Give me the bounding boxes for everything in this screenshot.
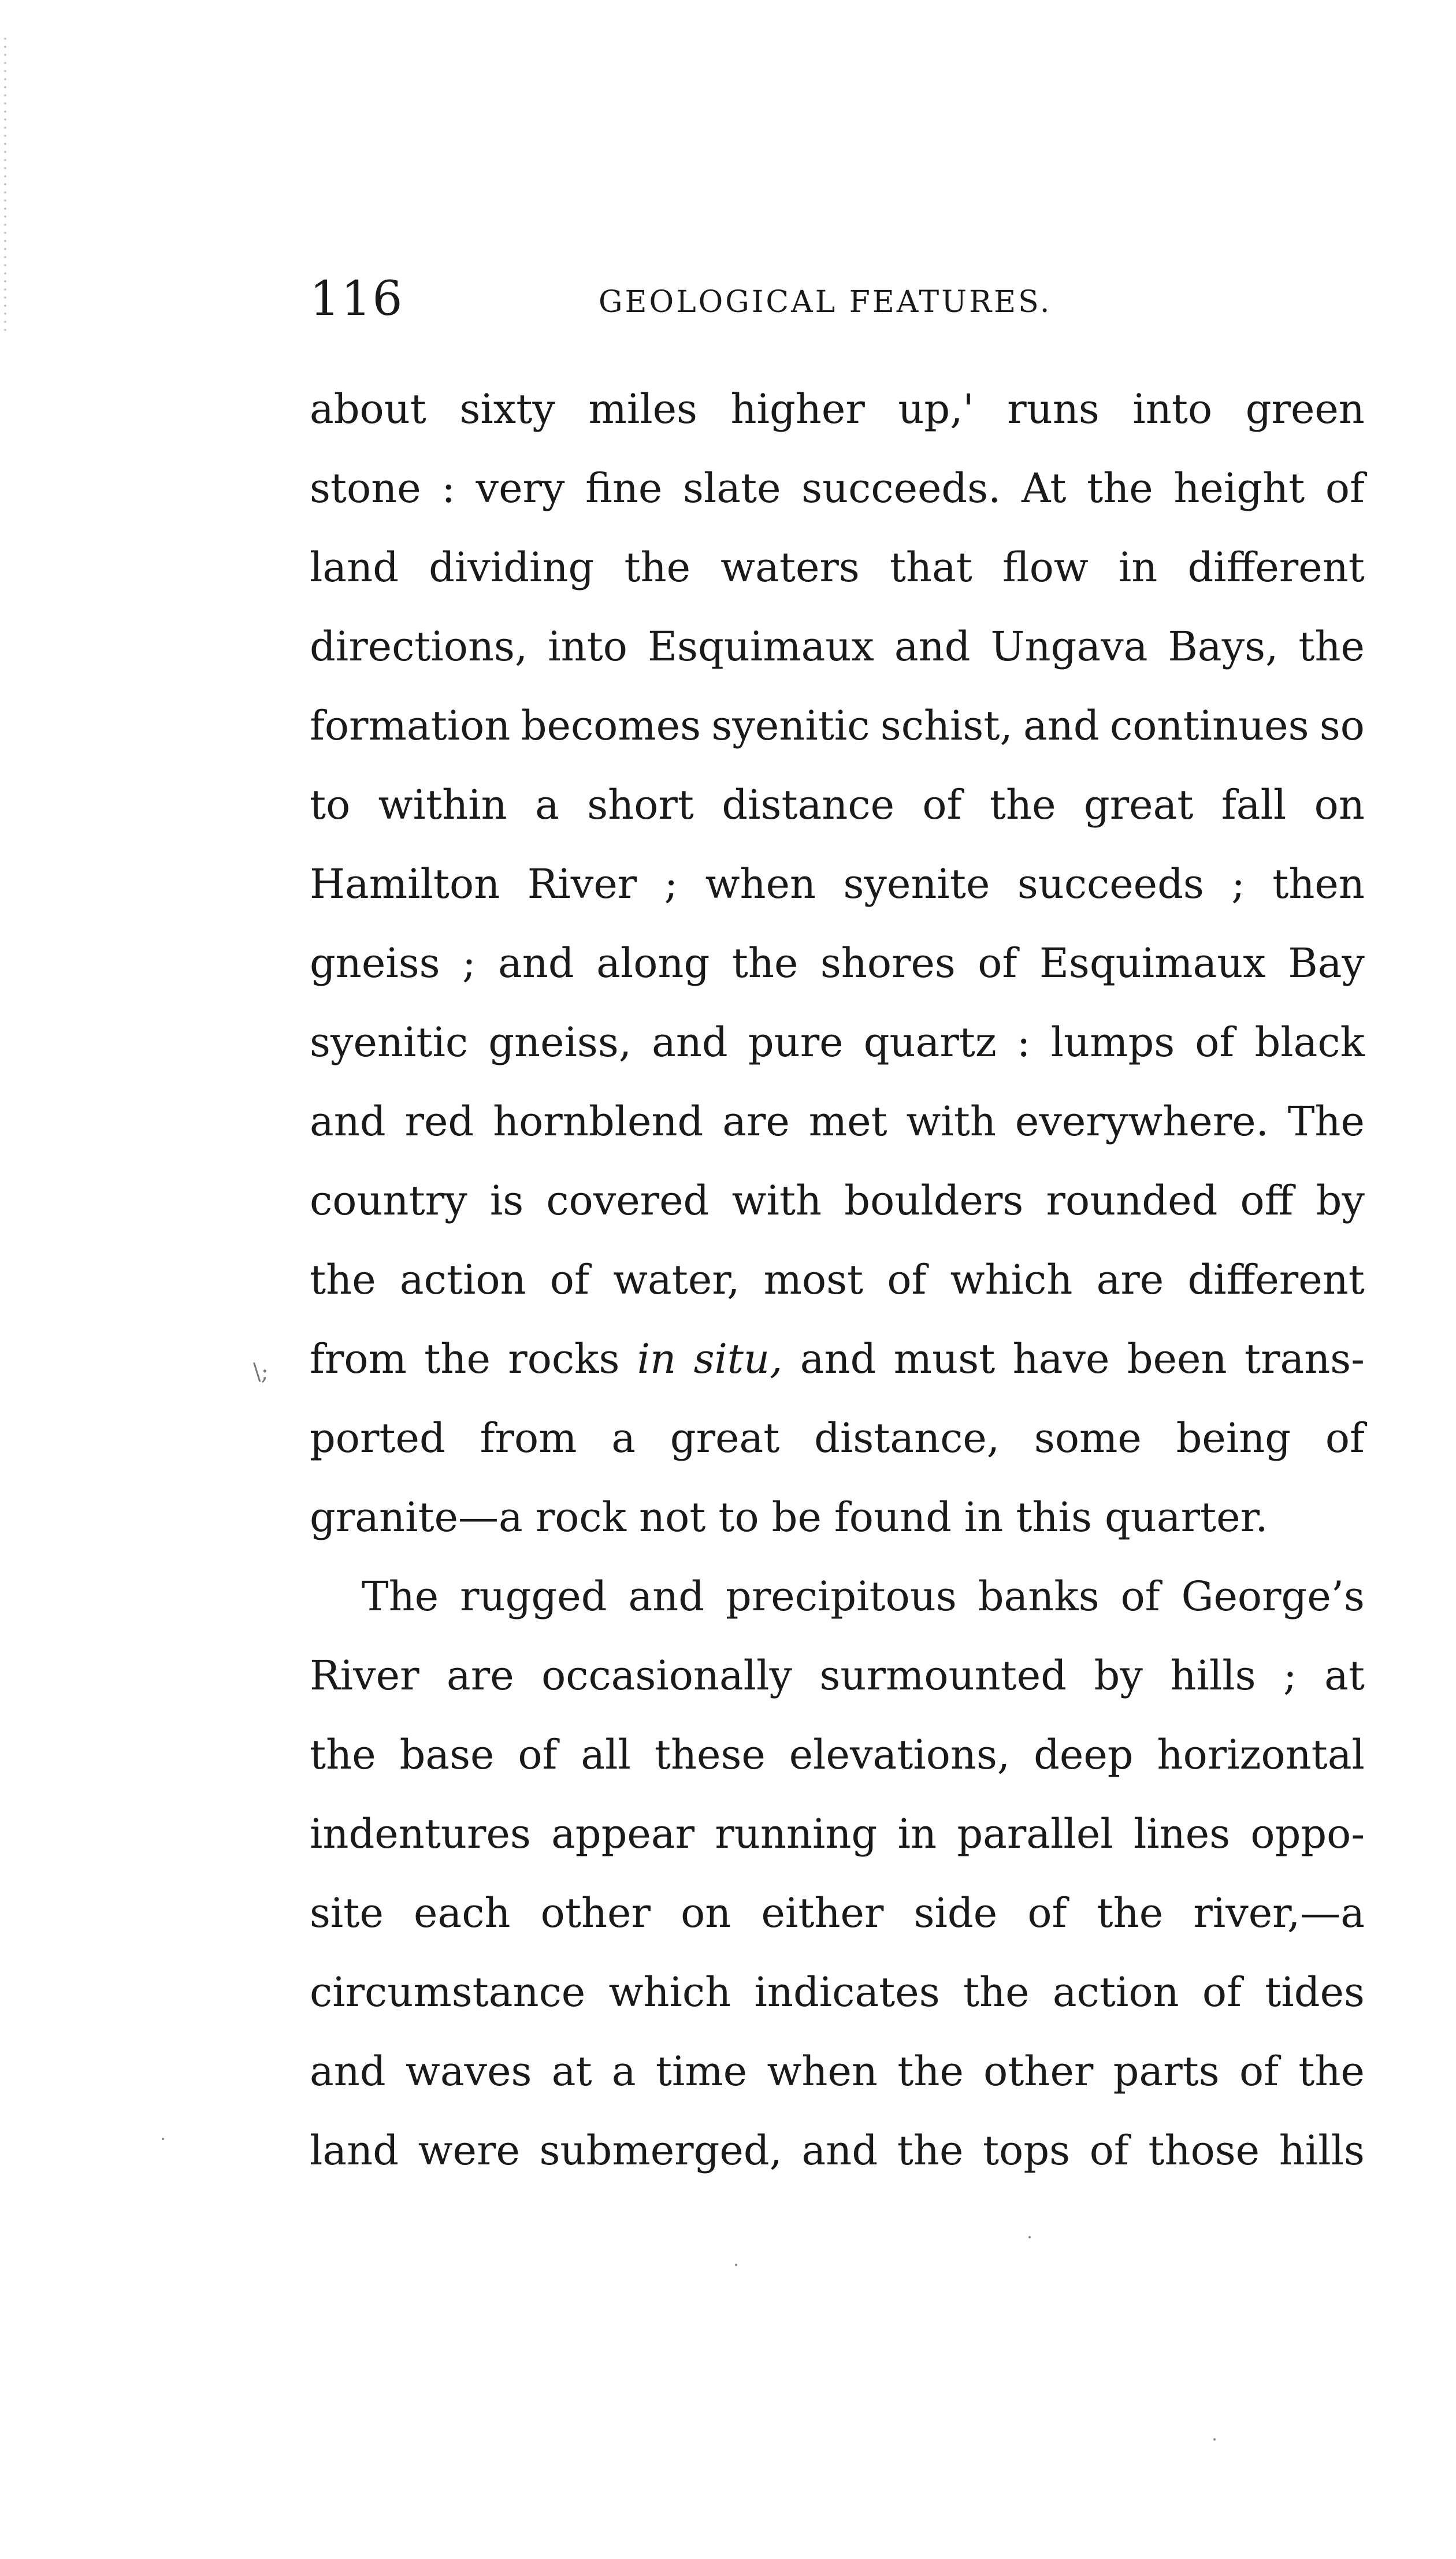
word: the [989, 781, 1056, 829]
word: the [1097, 1889, 1164, 1937]
word: these [654, 1731, 766, 1778]
word: everywhere. [1015, 1098, 1269, 1145]
word: parallel [957, 1810, 1113, 1858]
paper-speck [1028, 2236, 1031, 2238]
word: not [639, 1494, 706, 1541]
body-text [310, 370, 1365, 2190]
word: were [418, 2127, 520, 2174]
word: have [1012, 1335, 1110, 1383]
word: Ungava [990, 623, 1148, 670]
word: action [399, 1256, 526, 1303]
text-line [310, 1161, 1365, 1240]
word: the [1298, 2048, 1365, 2095]
word: the [1087, 465, 1153, 512]
word: horizontal [1157, 1731, 1365, 1778]
word: height [1173, 465, 1305, 512]
word: been [1127, 1335, 1227, 1383]
text-line [310, 845, 1365, 924]
word: the [897, 2127, 964, 2174]
word: the [310, 1256, 376, 1303]
word: and [310, 1098, 386, 1145]
word: very [476, 465, 565, 512]
word: oppo- [1250, 1810, 1365, 1858]
word: of [1089, 2127, 1129, 2174]
word: each [414, 1889, 511, 1937]
word: Esquimaux [1039, 939, 1266, 987]
word: of [887, 1256, 927, 1303]
word: being [1176, 1414, 1291, 1462]
word: about [310, 385, 426, 433]
word: tides [1265, 1969, 1365, 2016]
word: rounded [1046, 1177, 1218, 1224]
word: off [1240, 1177, 1294, 1224]
word: which [950, 1256, 1073, 1303]
page-header [310, 270, 1361, 328]
word: of [1027, 1889, 1067, 1937]
word: great [1083, 781, 1194, 829]
word: short [587, 781, 694, 829]
text-line [310, 1320, 1365, 1399]
word: that [889, 544, 972, 591]
word: are [722, 1098, 790, 1145]
word: waters [720, 544, 860, 591]
word: Esquimaux [647, 623, 874, 670]
text-line [310, 370, 1365, 449]
word: deep [1034, 1731, 1134, 1778]
word: sixty [459, 385, 555, 433]
word: time [655, 2048, 748, 2095]
word: elevations, [789, 1731, 1011, 1778]
word: site [310, 1889, 384, 1937]
word: are [1096, 1256, 1164, 1303]
binding-edge [2, 35, 8, 335]
word: appear [551, 1810, 695, 1858]
word: the [624, 544, 691, 591]
word: syenitic [711, 702, 870, 749]
text-line [310, 2111, 1365, 2190]
word: the [731, 939, 798, 987]
word: fine [585, 465, 663, 512]
word: quarter. [1104, 1494, 1268, 1541]
word: and [628, 1573, 705, 1620]
word: pure [748, 1019, 844, 1066]
word: hills [1279, 2127, 1365, 2174]
word: up,' [898, 385, 974, 433]
word: into [548, 623, 627, 670]
word: water, [613, 1256, 740, 1303]
word: which [608, 1969, 731, 2016]
word: with [906, 1098, 997, 1145]
word: directions, [310, 623, 528, 670]
word: and [652, 1019, 728, 1066]
word: and [498, 939, 574, 987]
word: hills [1170, 1652, 1256, 1699]
word: and [310, 2048, 386, 2095]
word: syenitic [310, 1019, 469, 1066]
word: becomes [521, 702, 701, 749]
word: this [1016, 1494, 1092, 1541]
word: succeeds [1017, 860, 1204, 908]
word: runs [1007, 385, 1100, 433]
word: continues [1110, 702, 1309, 749]
word: occasionally [541, 1652, 793, 1699]
text-line [310, 449, 1365, 528]
text-line [310, 924, 1365, 1003]
word: River [310, 1652, 419, 1699]
word: miles [588, 385, 697, 433]
word: higher [730, 385, 865, 433]
word: slate [682, 465, 781, 512]
word: dividing [429, 544, 595, 591]
word: by [1094, 1652, 1143, 1699]
word: rock [535, 1494, 626, 1541]
word: syenite [843, 860, 990, 908]
word: along [596, 939, 710, 987]
text-line [310, 1399, 1365, 1478]
word: in [637, 1335, 677, 1383]
word: submerged, [539, 2127, 782, 2174]
word: so [1319, 702, 1365, 749]
word: within [378, 781, 507, 829]
word: and [801, 2127, 878, 2174]
word: lumps [1050, 1019, 1175, 1066]
word: with [731, 1177, 822, 1224]
word: and [1023, 702, 1100, 749]
word: shores [820, 939, 956, 987]
word: ported [310, 1414, 445, 1462]
word: banks [978, 1573, 1100, 1620]
running-head: GEOLOGICAL FEATURES. [599, 285, 1052, 320]
paper-speck [162, 2138, 164, 2140]
word: those [1148, 2127, 1260, 2174]
word: : [1016, 1019, 1031, 1066]
word: river,—a [1193, 1889, 1365, 1937]
word: great [670, 1414, 780, 1462]
word: Bay [1288, 939, 1365, 987]
word: of [1325, 1414, 1365, 1462]
word: granite—a [310, 1494, 523, 1541]
word: of [518, 1731, 558, 1778]
word: found [834, 1494, 952, 1541]
word: indicates [754, 1969, 940, 2016]
word: a [611, 2048, 636, 2095]
word: when [705, 860, 816, 908]
word: of [978, 939, 1017, 987]
word: on [1314, 781, 1365, 829]
word: then [1272, 860, 1365, 908]
text-line [310, 1557, 1365, 1636]
word: rocks [508, 1335, 620, 1383]
word: ; [664, 860, 678, 908]
word: different [1187, 1256, 1365, 1303]
word: on [681, 1889, 731, 1937]
word: the [310, 1731, 376, 1778]
word: some [1034, 1414, 1142, 1462]
word: ; [1231, 860, 1245, 908]
text-line [310, 766, 1365, 845]
paper-speck [1213, 2438, 1216, 2441]
word: either [761, 1889, 884, 1937]
word: in [964, 1494, 1004, 1541]
word: gneiss [310, 939, 440, 987]
word: country [310, 1177, 467, 1224]
word: a [611, 1414, 636, 1462]
word: are [447, 1652, 514, 1699]
word: must [893, 1335, 996, 1383]
word: stone [310, 465, 421, 512]
word: and [800, 1335, 876, 1383]
word: Bays, [1168, 623, 1279, 670]
text-line [310, 1636, 1365, 1715]
word: River [527, 860, 637, 908]
word: precipitous [726, 1573, 957, 1620]
word: The [362, 1573, 439, 1620]
word: in [1118, 544, 1158, 591]
word: is [489, 1177, 524, 1224]
word: other [540, 1889, 651, 1937]
word: all [581, 1731, 631, 1778]
word: George’s [1181, 1573, 1365, 1620]
word: by [1316, 1177, 1365, 1224]
text-line [310, 2032, 1365, 2111]
word: rugged [460, 1573, 607, 1620]
word: land [310, 544, 399, 591]
text-line [310, 528, 1365, 607]
word: at [551, 2048, 592, 2095]
word: flow [1002, 544, 1089, 591]
word: circumstance [310, 1969, 586, 2016]
word: parts [1113, 2048, 1220, 2095]
word: when [767, 2048, 878, 2095]
paper-speck [735, 2264, 737, 2266]
word: The [1287, 1098, 1365, 1145]
word: action [1052, 1969, 1179, 2016]
word: of [1239, 2048, 1279, 2095]
text-line [310, 1953, 1365, 2032]
word: side [913, 1889, 998, 1937]
word: of [1120, 1573, 1160, 1620]
word: in [897, 1810, 937, 1858]
word: of [549, 1256, 589, 1303]
word: met [808, 1098, 887, 1145]
word: succeeds. [801, 465, 1001, 512]
text-line [310, 1874, 1365, 1953]
margin-mark: \; [253, 1359, 269, 1386]
word: Hamilton [310, 860, 500, 908]
word: base [399, 1731, 495, 1778]
word: surmounted [819, 1652, 1067, 1699]
word: be [771, 1494, 822, 1541]
text-line [310, 1240, 1365, 1320]
word: distance, [814, 1414, 1000, 1462]
word: ; [1283, 1652, 1297, 1699]
word: gneiss, [488, 1019, 632, 1066]
word: quartz [863, 1019, 997, 1066]
word: covered [546, 1177, 710, 1224]
page-number: 116 [310, 272, 404, 326]
word: indentures [310, 1810, 531, 1858]
text-line [310, 607, 1365, 686]
word: fall [1221, 781, 1287, 829]
word: green [1245, 385, 1365, 433]
word: lines [1133, 1810, 1231, 1858]
word: distance [722, 781, 895, 829]
word: land [310, 2127, 399, 2174]
word: the [897, 2048, 964, 2095]
word: ; [462, 939, 476, 987]
text-line [310, 1478, 1365, 1557]
word: : [441, 465, 455, 512]
word: the [424, 1335, 491, 1383]
text-line [310, 1715, 1365, 1795]
text-line [310, 1003, 1365, 1082]
word: boulders [844, 1177, 1024, 1224]
word: from [310, 1335, 407, 1383]
word: and [894, 623, 971, 670]
word: black [1254, 1019, 1365, 1066]
word: tops [983, 2127, 1071, 2174]
word: of [1195, 1019, 1235, 1066]
word: At [1022, 465, 1067, 512]
word: trans- [1244, 1335, 1365, 1383]
word: other [983, 2048, 1094, 2095]
text-line [310, 1082, 1365, 1161]
word: schist, [880, 702, 1013, 749]
word: waves [405, 2048, 532, 2095]
word: situ, [693, 1335, 783, 1383]
word: to [718, 1494, 759, 1541]
word: different [1187, 544, 1365, 591]
word: formation [310, 702, 511, 749]
word: running [715, 1810, 878, 1858]
word: hornblend [493, 1098, 704, 1145]
word: the [1298, 623, 1365, 670]
word: most [763, 1256, 864, 1303]
word: into [1132, 385, 1213, 433]
text-line [310, 1795, 1365, 1874]
word: red [404, 1098, 474, 1145]
word: at [1324, 1652, 1365, 1699]
word: of [1202, 1969, 1242, 2016]
word: to [310, 781, 351, 829]
word: the [963, 1969, 1030, 2016]
word: of [1325, 465, 1365, 512]
word: from [480, 1414, 577, 1462]
word: of [922, 781, 962, 829]
word: a [535, 781, 559, 829]
text-line [310, 686, 1365, 766]
